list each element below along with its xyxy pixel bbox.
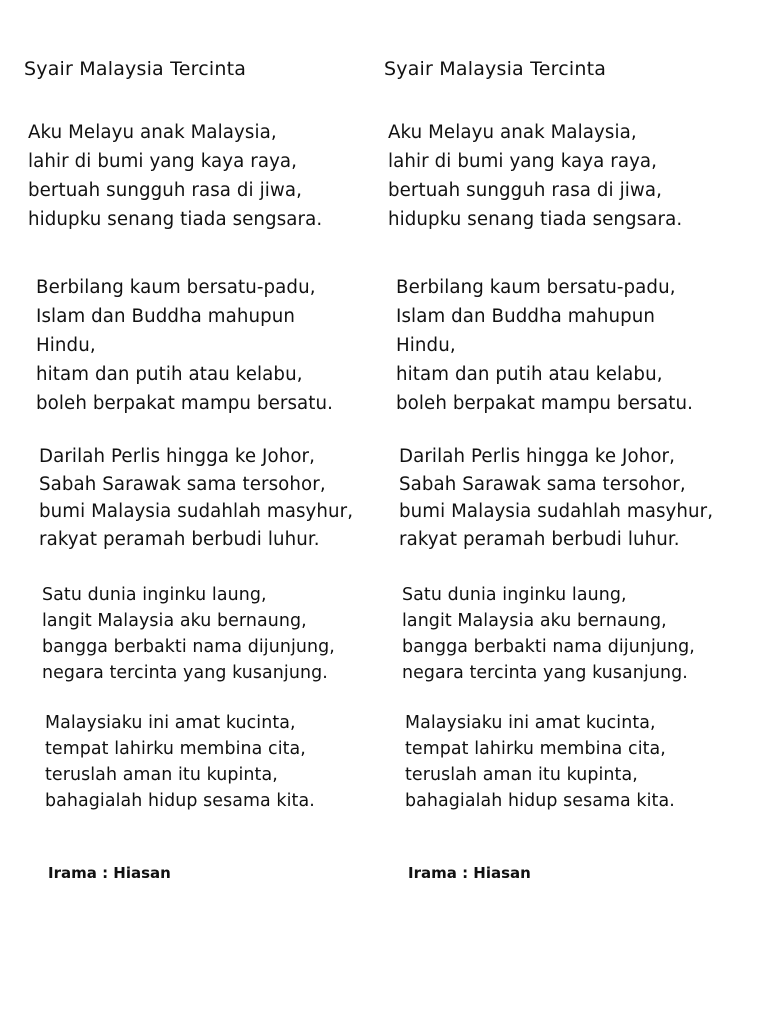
poem-line: boleh berpakat mampu bersatu. <box>36 393 333 414</box>
poem-line: Berbilang kaum bersatu-padu, <box>396 277 676 298</box>
stanza-5 <box>405 710 675 814</box>
stanza-5 <box>45 710 315 814</box>
poem-line: Darilah Perlis hingga ke Johor, <box>399 446 676 467</box>
poem-line: negara tercinta yang kusanjung. <box>402 663 688 683</box>
poem-line: bumi Malaysia sudahlah masyhur, <box>39 501 354 522</box>
poem-line: Islam dan Buddha mahupun <box>36 306 295 327</box>
poem-line: Hindu, <box>36 335 96 356</box>
poem-line: Malaysiaku ini amat kucinta, <box>405 713 656 733</box>
stanza-1 <box>388 118 682 234</box>
poem-line: Malaysiaku ini amat kucinta, <box>45 713 296 733</box>
poem-line: bangga berbakti nama dijunjung, <box>42 637 335 657</box>
stanza-3 <box>399 443 713 553</box>
poem-line: boleh berpakat mampu bersatu. <box>396 393 693 414</box>
poem-line: teruslah aman itu kupinta, <box>405 765 638 785</box>
poem-line: bumi Malaysia sudahlah masyhur, <box>399 501 714 522</box>
stanza-4 <box>402 582 695 686</box>
poem-title: Syair Malaysia Tercinta <box>24 58 247 80</box>
stanza-1 <box>28 118 322 234</box>
poem-line: Berbilang kaum bersatu-padu, <box>36 277 316 298</box>
rhythm-credit: Irama : Hiasan <box>48 864 171 882</box>
poem-line: hitam dan putih atau kelabu, <box>396 364 663 385</box>
poem-line: lahir di bumi yang kaya raya, <box>28 151 298 172</box>
poem-line: hidupku senang tiada sengsara. <box>388 209 683 230</box>
poem-line: rakyat peramah berbudi luhur. <box>399 528 680 550</box>
stanza-2 <box>396 273 693 418</box>
poem-line: bahagialah hidup sesama kita. <box>45 791 315 811</box>
poem-line: Satu dunia inginku laung, <box>42 585 267 605</box>
poem-line: Sabah Sarawak sama tersohor, <box>399 473 686 495</box>
poem-line: Satu dunia inginku laung, <box>402 585 627 605</box>
poem-line: hidupku senang tiada sengsara. <box>28 209 323 230</box>
stanza-3 <box>39 443 353 553</box>
poem-line: hitam dan putih atau kelabu, <box>36 364 303 385</box>
poem-line: bangga berbakti nama dijunjung, <box>402 637 695 657</box>
poem-line: bertuah sungguh rasa di jiwa, <box>28 180 302 201</box>
poem-title: Syair Malaysia Tercinta <box>384 58 607 80</box>
poem-line: tempat lahirku membina cita, <box>405 739 666 759</box>
stanza-4 <box>42 582 335 686</box>
poem-line: Hindu, <box>396 335 456 356</box>
stanza-2 <box>36 273 333 418</box>
poem-line: Aku Melayu anak Malaysia, <box>28 122 277 143</box>
poem-line: teruslah aman itu kupinta, <box>45 765 278 785</box>
poem-line: bahagialah hidup sesama kita. <box>405 791 675 811</box>
poem-line: negara tercinta yang kusanjung. <box>42 663 328 683</box>
poem-line: rakyat peramah berbudi luhur. <box>39 528 320 550</box>
poem-line: tempat lahirku membina cita, <box>45 739 306 759</box>
poem-line: Islam dan Buddha mahupun <box>396 306 655 327</box>
poem-line: langit Malaysia aku bernaung, <box>402 611 667 631</box>
poem-line: langit Malaysia aku bernaung, <box>42 611 307 631</box>
poem-line: lahir di bumi yang kaya raya, <box>388 151 658 172</box>
poem-line: bertuah sungguh rasa di jiwa, <box>388 180 662 201</box>
poem-line: Sabah Sarawak sama tersohor, <box>39 473 326 495</box>
rhythm-credit: Irama : Hiasan <box>408 864 531 882</box>
poem-line: Darilah Perlis hingga ke Johor, <box>39 446 316 467</box>
poem-line: Aku Melayu anak Malaysia, <box>388 122 637 143</box>
